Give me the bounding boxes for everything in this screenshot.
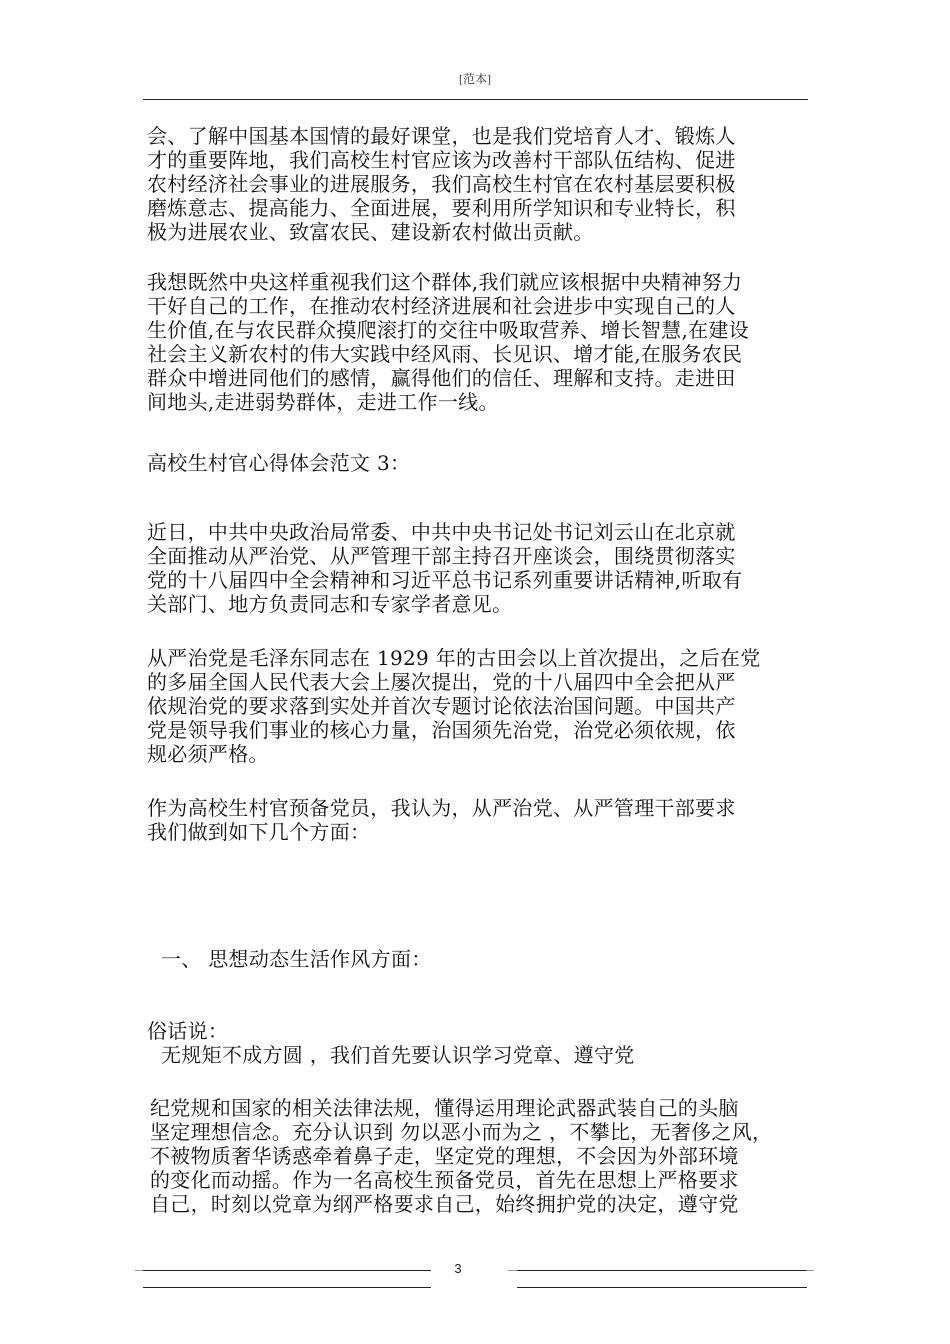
footer-divider (517, 1270, 807, 1271)
text-line: 关部门、地方负责同志和专家学者意见。 (147, 592, 513, 616)
text-line: 群众中增进同他们的感情，赢得他们的信任、理解和支持。走进田 (147, 366, 736, 390)
text-line: 一、 思想动态生活作风方面： (161, 947, 432, 971)
text-line: 作为高校生村官预备党员，我认为，从严治党、从严管理干部要求 (147, 796, 736, 820)
text-line: 的变化而动摇。作为一名高校生预备党员，首先在思想上严格要求 (150, 1168, 739, 1192)
text-line: 我想既然中央这样重视我们这个群体,我们就应该根据中央精神努力 (147, 270, 743, 294)
text-line: 从严治党是毛泽东同志在 1929 年的古田会以上首次提出，之后在党 (147, 646, 761, 670)
subsection-heading (161, 947, 826, 971)
paragraph-6 (147, 796, 812, 844)
footer-divider (143, 1287, 431, 1288)
text-line: 不被物质奢华诱惑牵着鼻子走，坚定党的理想，不会因为外部环境 (150, 1144, 739, 1168)
paragraph-9 (150, 1096, 815, 1216)
text-line: 高校生村官心得体会范文 3： (147, 451, 411, 475)
footer-divider (517, 1287, 807, 1288)
paragraph-5 (147, 646, 812, 766)
page-number: 3 (454, 1261, 462, 1276)
text-line: 农村经济社会事业的进展服务，我们高校生村官在农村基层要积极 (147, 172, 736, 196)
text-line: 间地头,走进弱势群体，走进工作一线。 (147, 390, 499, 414)
header-divider (143, 99, 808, 100)
text-line: 近日，中共中央政治局常委、中共中央书记处书记刘云山在北京就 (147, 520, 736, 544)
text-line: 会、了解中国基本国情的最好课堂，也是我们党培育人才、锻炼人 (147, 124, 736, 148)
text-line: 磨炼意志、提高能力、全面进展，要利用所学知识和专业特长，积 (147, 196, 736, 220)
text-line: 才的重要阵地，我们高校生村官应该为改善村干部队伍结构、促进 (147, 148, 736, 172)
text-line: 规必须严格。 (147, 742, 269, 766)
paragraph-2 (147, 270, 812, 414)
text-line: 俗话说： (147, 1019, 229, 1043)
text-line: 自己，时刻以党章为纲严格要求自己，始终拥护党的决定，遵守党 (150, 1192, 739, 1216)
footer-divider (143, 1270, 431, 1271)
text-line: 全面推动从严治党、从严管理干部主持召开座谈会，围绕贯彻落实 (147, 544, 736, 568)
text-line: 社会主义新农村的伟大实践中经风雨、长见识、增才能,在服务农民 (147, 342, 743, 366)
text-line: 我们做到如下几个方面： (147, 820, 371, 844)
text-line: 党的十八届四中全会精神和习近平总书记系列重要讲话精神,听取有 (147, 568, 743, 592)
text-line: 生价值,在与农民群众摸爬滚打的交往中吸取营养、增长智慧,在建设 (147, 318, 750, 342)
header-label: [范本] (459, 72, 491, 86)
paragraph-1 (147, 124, 812, 244)
text-line: 坚定理想信念。充分认识到 勿以恶小而为之 ，不攀比，无奢侈之风， (150, 1120, 773, 1144)
text-line: 党是领导我们事业的核心力量，治国须先治党，治党必须依规，依 (147, 718, 736, 742)
paragraph-4 (147, 520, 812, 616)
text-line: 依规治党的要求落到实处并首次专题讨论依法治国问题。中国共产 (147, 694, 736, 718)
text-line: 干好自己的工作，在推动农村经济进展和社会进步中实现自己的人 (147, 294, 736, 318)
text-line: 纪党规和国家的相关法律法规，懂得运用理论武器武装自己的头脑 (150, 1096, 739, 1120)
text-line: 无规矩不成方圆 ，我们首先要认识学习党章、遵守党 (161, 1043, 635, 1067)
text-line: 的多届全国人民代表大会上屡次提出，党的十八届四中全会把从严 (147, 670, 736, 694)
paragraph-8 (147, 1019, 812, 1067)
section-heading (147, 451, 812, 475)
text-line: 极为进展农业、致富农民、建设新农村做出贡献。 (147, 220, 594, 244)
